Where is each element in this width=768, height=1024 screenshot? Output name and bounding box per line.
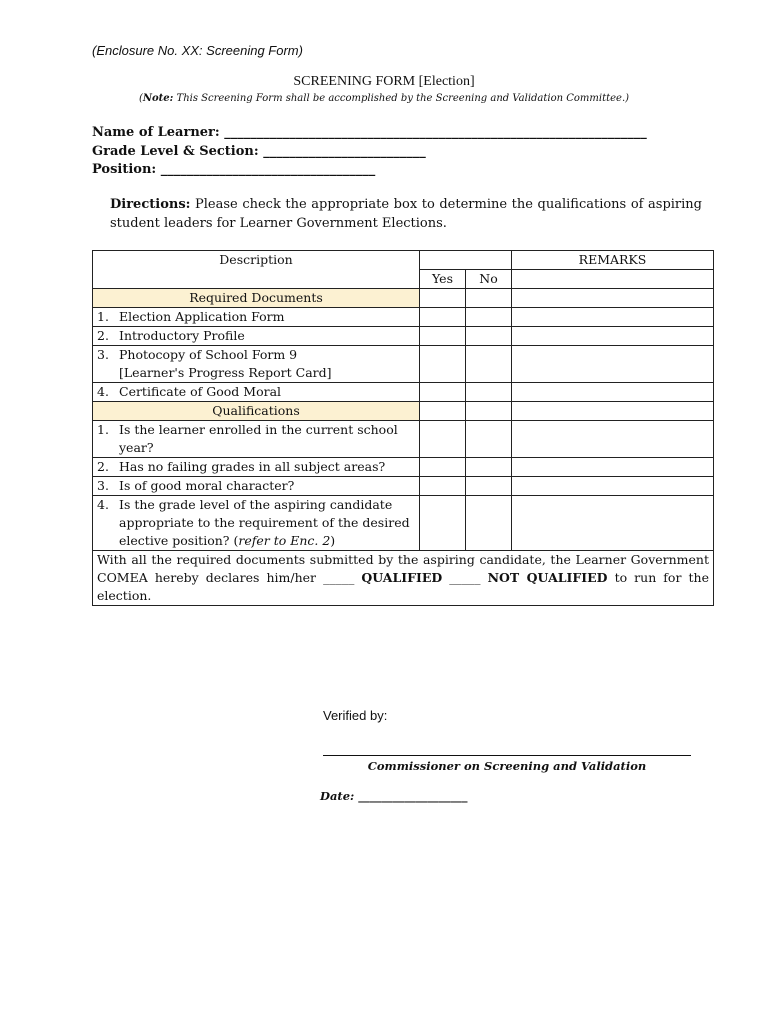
enclosure-label: (Enclosure No. XX: Screening Form) — [92, 43, 303, 58]
section-qualifications: Qualifications — [93, 402, 420, 421]
qualification-item — [93, 477, 420, 496]
qualification-item — [93, 496, 420, 551]
item-text: Is of good moral character? — [119, 478, 295, 493]
no-checkbox[interactable] — [466, 346, 512, 383]
item-text: Certificate of Good Moral — [119, 384, 282, 399]
no-checkbox[interactable] — [466, 458, 512, 477]
remarks-subheader — [512, 270, 714, 289]
signature-line[interactable] — [323, 755, 691, 756]
document-item — [93, 327, 420, 346]
enclosure-reference: refer to Enc. 2 — [238, 533, 331, 548]
learner-name-field[interactable]: Name of Learner: _________________________________________________________________ — [92, 125, 647, 140]
item-number: 1. — [97, 309, 109, 324]
no-checkbox[interactable] — [466, 383, 512, 402]
table-row — [93, 458, 714, 477]
remarks-cell[interactable] — [512, 383, 714, 402]
table-row — [93, 346, 714, 383]
directions-text: Please check the appropriate box to determine the qualifications of aspiring student leaders for Learner Government Elections. — [110, 197, 703, 231]
screening-table — [92, 250, 714, 606]
item-text-main: Is the grade level of the aspiring candidate appropriate to the requirement of the desired elective position? ( — [119, 497, 410, 548]
form-title: SCREENING FORM [Election] — [293, 74, 475, 89]
remarks-cell[interactable] — [512, 308, 714, 327]
table-row — [93, 496, 714, 551]
no-checkbox[interactable] — [466, 496, 512, 551]
directions-label: Directions: — [110, 197, 191, 212]
item-text-line2: [Learner's Progress Report Card] — [119, 365, 332, 380]
item-text: Has no failing grades in all subject areas? — [119, 459, 386, 474]
yes-checkbox[interactable] — [420, 308, 466, 327]
item-number: 2. — [97, 459, 109, 474]
table-row — [93, 383, 714, 402]
document-item — [93, 383, 420, 402]
yes-checkbox[interactable] — [420, 421, 466, 458]
document-item — [93, 308, 420, 327]
yes-checkbox[interactable] — [420, 477, 466, 496]
description-header: Description — [93, 251, 420, 289]
table-row — [93, 477, 714, 496]
item-text — [119, 496, 415, 550]
item-text — [119, 346, 332, 382]
yes-checkbox[interactable] — [420, 458, 466, 477]
item-text: Election Application Form — [119, 309, 285, 324]
qualification-item — [93, 421, 420, 458]
item-text-close: ) — [330, 533, 336, 548]
item-number: 1. — [97, 422, 109, 437]
remarks-cell[interactable] — [512, 496, 714, 551]
remarks-header: REMARKS — [512, 251, 714, 270]
item-number: 4. — [97, 384, 109, 399]
section-cell — [466, 289, 512, 308]
no-checkbox[interactable] — [466, 477, 512, 496]
table-row — [93, 308, 714, 327]
position-field[interactable]: Position: _________________________________ — [92, 162, 376, 177]
no-checkbox[interactable] — [466, 327, 512, 346]
item-number: 3. — [97, 347, 109, 362]
item-text-line1: Photocopy of School Form 9 — [119, 347, 298, 362]
qualification-item — [93, 458, 420, 477]
table-row — [93, 327, 714, 346]
directions — [110, 195, 702, 233]
declaration-statement — [93, 551, 714, 606]
remarks-cell[interactable] — [512, 327, 714, 346]
remarks-cell[interactable] — [512, 421, 714, 458]
grade-section-field[interactable]: Grade Level & Section: _________________________ — [92, 144, 426, 159]
item-number: 3. — [97, 478, 109, 493]
remarks-cell[interactable] — [512, 458, 714, 477]
remarks-cell[interactable] — [512, 346, 714, 383]
declaration-text: With all the required documents submitted by the aspiring candidate, the Learner Government COMEA hereby declares him/her _____ — [97, 552, 709, 585]
item-text: Is the learner enrolled in the current school year? — [119, 422, 398, 455]
declaration-tail: to run for the election. — [97, 570, 709, 603]
remarks-cell[interactable] — [512, 477, 714, 496]
form-note: (Note: This Screening Form shall be accomplished by the Screening and Validation Committee.) — [138, 93, 630, 104]
section-cell — [420, 402, 466, 421]
date-field[interactable]: Date: ___________________ — [320, 789, 468, 803]
section-cell — [466, 402, 512, 421]
commissioner-title: Commissioner on Screening and Validation — [367, 759, 647, 773]
declaration-blank[interactable]: _____ — [449, 570, 481, 585]
note-text: This Screening Form shall be accomplished by the Screening and Validation Committee. — [176, 93, 626, 104]
section-required-documents: Required Documents — [93, 289, 420, 308]
yes-checkbox[interactable] — [420, 327, 466, 346]
item-text: Introductory Profile — [119, 328, 245, 343]
no-checkbox[interactable] — [466, 308, 512, 327]
no-checkbox[interactable] — [466, 421, 512, 458]
yes-checkbox[interactable] — [420, 496, 466, 551]
yes-checkbox[interactable] — [420, 383, 466, 402]
table-row — [93, 421, 714, 458]
item-number: 2. — [97, 328, 109, 343]
note-label: Note: — [142, 93, 174, 104]
yes-header: Yes — [420, 270, 466, 289]
document-item — [93, 346, 420, 383]
section-cell — [512, 289, 714, 308]
not-qualified-option[interactable]: NOT QUALIFIED — [487, 570, 608, 585]
section-cell — [420, 289, 466, 308]
verified-by-label: Verified by: — [323, 708, 388, 723]
item-number: 4. — [97, 497, 109, 512]
section-cell — [512, 402, 714, 421]
no-header: No — [466, 270, 512, 289]
yes-checkbox[interactable] — [420, 346, 466, 383]
yes-no-spacer — [420, 251, 512, 270]
qualified-option[interactable]: QUALIFIED — [361, 570, 443, 585]
